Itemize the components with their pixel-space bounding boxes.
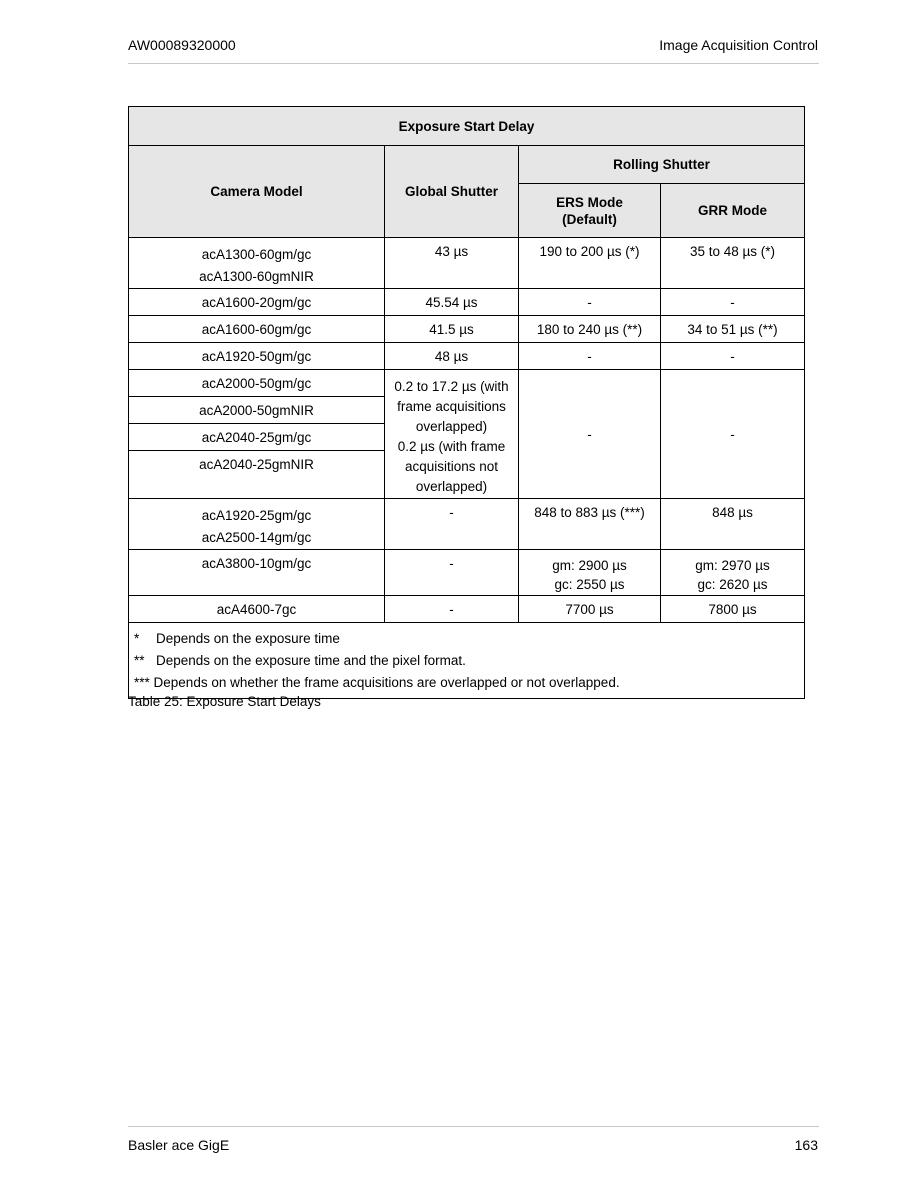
col-header-camera-model: Camera Model <box>129 146 385 238</box>
global-shutter-merged-cell <box>385 370 519 499</box>
global-value: - <box>449 505 454 520</box>
ers-value-gc: gc: 2550 µs <box>554 577 625 592</box>
footnote <box>134 628 804 650</box>
footnote-mark: *** <box>134 675 150 690</box>
section-title: Image Acquisition Control <box>659 37 818 53</box>
grr-mode-merged-cell: - <box>661 370 805 499</box>
ers-mode-cell <box>519 238 661 289</box>
page-number: 163 <box>794 1137 818 1153</box>
global-value: 43 µs <box>434 244 469 259</box>
camera-model-cell <box>129 238 385 289</box>
footnote <box>134 672 804 694</box>
model-name: acA1300-60gmNIR <box>199 269 314 284</box>
table-row <box>129 316 805 343</box>
camera-model-cell <box>129 550 385 596</box>
global-shutter-cell <box>385 238 519 289</box>
ers-mode-cell: - <box>519 343 661 370</box>
grr-mode-cell <box>661 238 805 289</box>
page-footer <box>128 1137 818 1157</box>
ers-mode-default-label: (Default) <box>562 211 617 227</box>
footer-rule <box>128 1126 819 1127</box>
model-name: acA1920-25gm/gc <box>201 508 312 523</box>
camera-model-cell: acA1920-50gm/gc <box>129 343 385 370</box>
grr-mode-cell: 34 to 51 µs (**) <box>661 316 805 343</box>
notes-row <box>129 623 805 699</box>
product-name: Basler ace GigE <box>128 1137 230 1153</box>
exposure-start-delay-table <box>128 106 805 699</box>
global-value: - <box>449 556 454 571</box>
ers-mode-label: ERS Mode <box>556 194 623 210</box>
col-header-grr-mode: GRR Mode <box>661 184 805 238</box>
grr-mode-cell: 7800 µs <box>661 596 805 623</box>
header-rule <box>128 63 819 64</box>
grr-value-gc: gc: 2620 µs <box>697 577 768 592</box>
table-caption: Table 25: Exposure Start Delays <box>128 694 321 709</box>
global-value-line: frame acquisitions <box>397 399 506 414</box>
ers-mode-cell: - <box>519 289 661 316</box>
ers-mode-merged-cell: - <box>519 370 661 499</box>
table-notes <box>129 623 805 699</box>
footnote-text: Depends on whether the frame acquisitions are overlapped or not overlapped. <box>153 675 620 690</box>
footnote-mark: * <box>134 631 140 646</box>
camera-model-cell <box>129 499 385 550</box>
global-shutter-cell: 41.5 µs <box>385 316 519 343</box>
model-name: acA2500-14gm/gc <box>201 530 312 545</box>
global-value-line: 0.2 µs (with frame <box>397 439 506 454</box>
camera-model-cell: acA1600-20gm/gc <box>129 289 385 316</box>
global-value-line: 0.2 to 17.2 µs (with <box>394 379 509 394</box>
grr-value: 35 to 48 µs (*) <box>689 244 776 259</box>
grr-value: 848 µs <box>712 505 753 520</box>
table-row <box>129 499 805 550</box>
ers-value: 190 to 200 µs (*) <box>539 244 640 259</box>
ers-value-gm: gm: 2900 µs <box>552 558 627 573</box>
global-value-line: acquisitions not <box>404 459 499 474</box>
table-title: Exposure Start Delay <box>129 107 805 146</box>
grr-mode-cell <box>661 499 805 550</box>
global-shutter-cell <box>385 550 519 596</box>
grr-mode-cell: - <box>661 343 805 370</box>
model-name: acA3800-10gm/gc <box>201 556 312 571</box>
global-shutter-cell <box>385 499 519 550</box>
ers-mode-cell <box>519 499 661 550</box>
camera-model-cell: acA4600-7gc <box>129 596 385 623</box>
ers-value: 848 to 883 µs (***) <box>534 505 645 520</box>
col-header-global-shutter: Global Shutter <box>385 146 519 238</box>
table-row <box>129 370 805 397</box>
col-header-rolling-shutter: Rolling Shutter <box>519 146 805 184</box>
camera-model-cell: acA1600-60gm/gc <box>129 316 385 343</box>
grr-mode-cell: - <box>661 289 805 316</box>
global-value-line: overlapped) <box>415 479 488 494</box>
table-row <box>129 596 805 623</box>
ers-mode-cell: 180 to 240 µs (**) <box>519 316 661 343</box>
camera-model-cell: acA2000-50gmNIR <box>129 397 385 424</box>
ers-mode-cell: 7700 µs <box>519 596 661 623</box>
ers-mode-cell <box>519 550 661 596</box>
page-header <box>128 37 818 57</box>
camera-model-cell: acA2040-25gm/gc <box>129 424 385 451</box>
global-value-line: overlapped) <box>415 419 488 434</box>
grr-value-gm: gm: 2970 µs <box>695 558 770 573</box>
grr-mode-cell <box>661 550 805 596</box>
col-header-ers-mode <box>519 184 661 238</box>
footnote-mark: ** <box>134 653 145 668</box>
table-row <box>129 343 805 370</box>
footnote <box>134 650 804 672</box>
table-row <box>129 238 805 289</box>
footnote-text: Depends on the exposure time <box>156 631 340 646</box>
camera-model-cell: acA2000-50gm/gc <box>129 370 385 397</box>
footnote-text: Depends on the exposure time and the pixel format. <box>156 653 466 668</box>
table-row <box>129 289 805 316</box>
camera-model-cell: acA2040-25gmNIR <box>129 451 385 499</box>
global-shutter-cell: - <box>385 596 519 623</box>
global-shutter-cell: 45.54 µs <box>385 289 519 316</box>
model-name: acA1300-60gm/gc <box>201 247 312 262</box>
table-row <box>129 550 805 596</box>
document-id: AW00089320000 <box>128 37 236 53</box>
global-shutter-cell: 48 µs <box>385 343 519 370</box>
